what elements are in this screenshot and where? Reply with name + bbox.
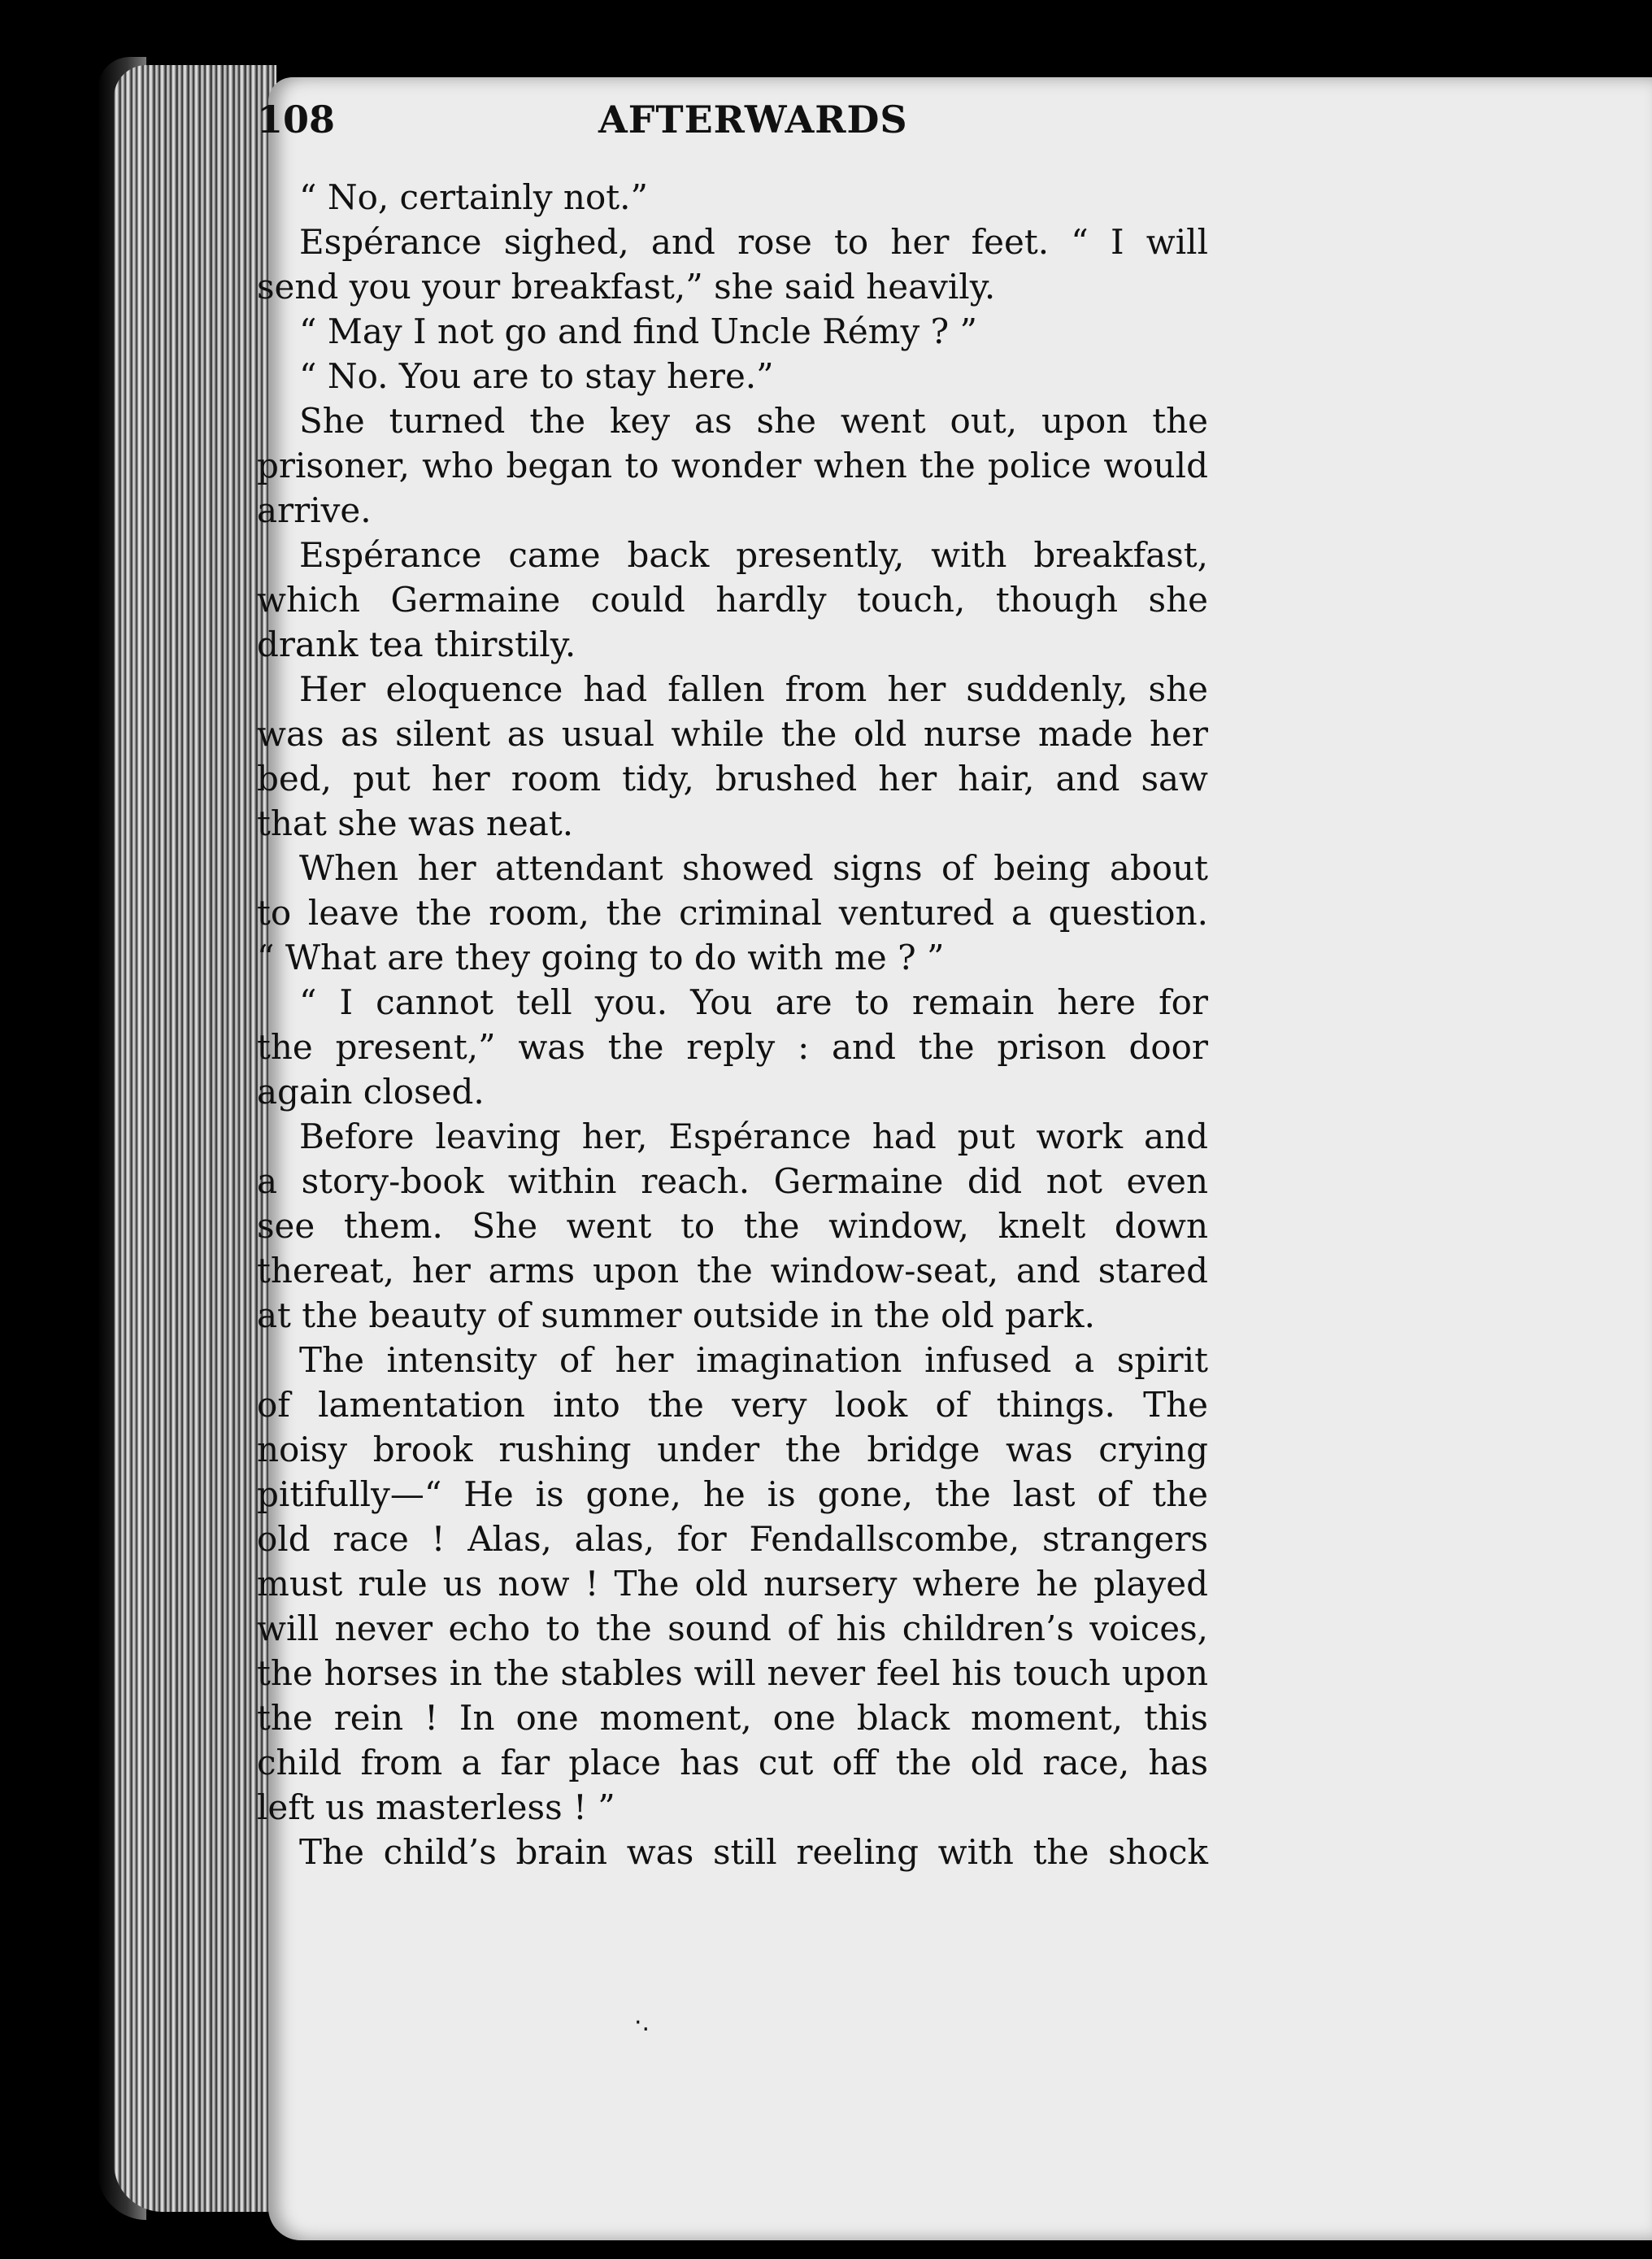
text-line: will never echo to the sound of his children’s voices, <box>257 1608 1208 1648</box>
text-line: Espérance sighed, and rose to her feet. “ I will <box>299 222 1208 262</box>
text-line: Before leaving her, Espérance had put work and <box>299 1116 1208 1156</box>
text-line: bed, put her room tidy, brushed her hair, and saw <box>257 759 1208 799</box>
page-number: 108 <box>257 98 336 141</box>
text-line: child from a far place has cut off the old race, has <box>257 1743 1208 1782</box>
text-line: see them. She went to the window, knelt down <box>257 1206 1208 1246</box>
page-header <box>257 98 1208 171</box>
body-text <box>257 175 1208 1874</box>
text-line: Espérance came back presently, with breakfast, <box>299 535 1208 575</box>
text-line: the horses in the stables will never feel his touch upon <box>257 1653 1208 1693</box>
text-line: The child’s brain was still reeling with the shock <box>299 1832 1208 1872</box>
text-line: Her eloquence had fallen from her suddenly, she <box>299 669 1208 709</box>
text-line: arrive. <box>257 490 372 530</box>
text-line: drank tea thirstily. <box>257 625 576 664</box>
text-line: was as silent as usual while the old nurse made her <box>257 714 1208 754</box>
text-line: pitifully—“ He is gone, he is gone, the last of the <box>257 1474 1208 1514</box>
text-line: of lamentation into the very look of things. The <box>257 1385 1208 1425</box>
text-line: must rule us now ! The old nursery where he played <box>257 1564 1208 1604</box>
text-line: left us masterless ! ” <box>257 1787 615 1827</box>
text-line: “ May I not go and find Uncle Rémy ? ” <box>299 311 977 351</box>
text-line: prisoner, who began to wonder when the police would <box>257 446 1208 485</box>
text-line: noisy brook rushing under the bridge was crying <box>257 1430 1208 1469</box>
text-line: The intensity of her imagination infused a spirit <box>299 1340 1208 1380</box>
text-line: old race ! Alas, alas, for Fendallscombe, strangers <box>257 1519 1208 1559</box>
text-line: again closed. <box>257 1072 485 1112</box>
text-line: the rein ! In one moment, one black moment, this <box>257 1698 1208 1738</box>
text-line: that she was neat. <box>257 803 574 843</box>
book-page-edges <box>114 65 276 2212</box>
text-line: “ What are they going to do with me ? ” <box>257 938 945 977</box>
text-line: send you your breakfast,” she said heavily. <box>257 267 996 307</box>
text-line: She turned the key as she went out, upon the <box>299 401 1208 441</box>
text-line: “ I cannot tell you. You are to remain here for <box>299 982 1208 1022</box>
text-line: at the beauty of summer outside in the old park. <box>257 1295 1095 1335</box>
text-line: thereat, her arms upon the window-seat, and stared <box>257 1251 1208 1291</box>
text-line: which Germaine could hardly touch, though she <box>257 580 1208 620</box>
text-line: When her attendant showed signs of being about <box>299 848 1208 888</box>
running-head: AFTERWARDS <box>598 98 908 141</box>
text-line: to leave the room, the criminal ventured a question. <box>257 893 1208 933</box>
text-line: “ No. You are to stay here.” <box>299 356 774 396</box>
text-line: “ No, certainly not.” <box>299 177 648 217</box>
ink-speck: ·. <box>634 2009 650 2037</box>
text-line: the present,” was the reply : and the prison door <box>257 1027 1208 1067</box>
text-line: a story-book within reach. Germaine did not even <box>257 1161 1208 1201</box>
